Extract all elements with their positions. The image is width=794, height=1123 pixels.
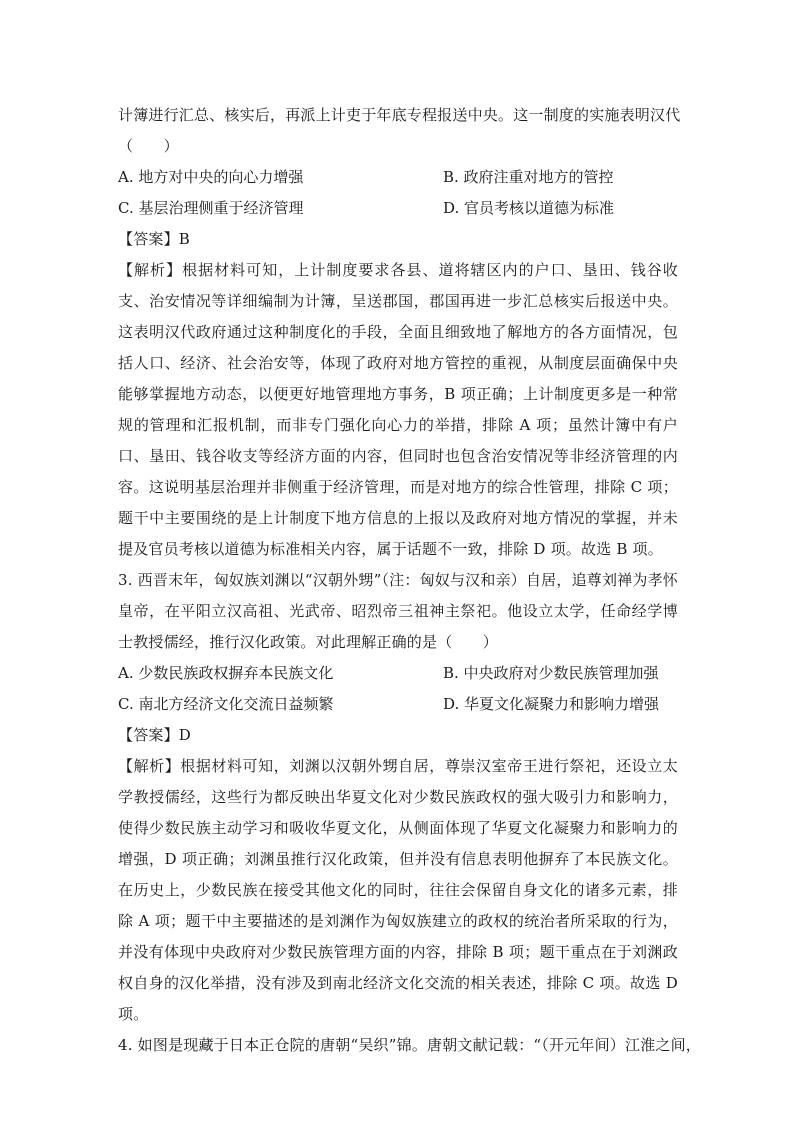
q3-stem: 3. 西晋末年，匈奴族刘渊以“汉朝外甥”（注：匈奴与汉和亲）自居，追尊刘禅为孝怀皇帝，在平阳立汉高祖、光武帝、昭烈帝三祖神主祭祀。他设立太学，任命经学博士教授儒经，推行汉化政策。对此理解正确的是（ ）: [118, 571, 678, 651]
q2-stem-tail: 计簿进行汇总、核实后，再派上计吏于年底专程报送中央。这一制度的实施表明汉代: [118, 106, 681, 124]
q2-option-d: D. 官员考核以道德为标准: [443, 199, 615, 217]
document-body: [118, 100, 701, 1061]
q2-options-row-1: [118, 162, 678, 193]
q4-stem-head: 4. 如图是现藏于日本正仓院的唐朝“吴织”锦。唐朝文献记载：“（开元年间）江淮之间，: [118, 1036, 701, 1054]
q3-option-a: A. 少数民族政权摒弃本民族文化: [118, 664, 334, 682]
q2-option-b: B. 政府注重对地方的管控: [443, 168, 614, 186]
q3-options-row-1: [118, 658, 678, 689]
q2-analysis: 【解析】根据材料可知，上计制度要求各县、道将辖区内的户口、垦田、钱谷收支、治安情况等详细编制为计簿，呈送郡国，郡国再进一步汇总核实后报送中央。这表明汉代政府通过这种制度化的手段，全面且细致地了解地方的各方面情况，包括人口、经济、社会治安等，体现了政府对地方管控的重视，从制度层面确保中央能够掌握地方动态，以便更好地管理地方事务，B 项正确；上计制度更多是一种常规的管理和汇报机制，而非专门强化向心力的举措，排除 A 项；虽然计簿中有户口、垦田、钱谷收支等经济方面的内容，但同时也包含治安情况等非经济管理的内容。这说明基层治理并非侧重于经济管理，而是对地方的综合性管理，排除 C 项；题干中主要围绕的是上计制度下地方信息的上报以及政府对地方情况的掌握，并未提及官员考核以道德为标准相关内容，属于话题不一致，排除 D 项。故选 B 项。: [118, 261, 678, 558]
q2-answer: 【答案】B: [118, 230, 191, 248]
q3-option-b: B. 中央政府对少数民族管理加强: [443, 664, 659, 682]
q3-options-row-2: [118, 689, 678, 720]
q3-analysis: 【解析】根据材料可知，刘渊以汉朝外甥自居，尊崇汉室帝王进行祭祀，还设立太学教授儒经，这些行为都反映出华夏文化对少数民族政权的强大吸引力和影响力，使得少数民族主动学习和吸收华夏文化，从侧面体现了华夏文化凝聚力和影响力的增强，D 项正确；刘渊虽推行汉化政策，但并没有信息表明他摒弃了本民族文化。在历史上，少数民族在接受其他文化的同时，往往会保留自身文化的诸多元素，排除 A 项；题干中主要描述的是刘渊作为匈奴族建立的政权的统治者所采取的行为，并没有体现中央政府对少数民族管理方面的内容，排除 B 项；题干重点在于刘渊政权自身的汉化举措，没有涉及到南北经济文化交流的相关表述，排除 C 项。故选 D 项。: [118, 757, 678, 1023]
q3-answer: 【答案】D: [118, 726, 192, 744]
q2-option-a: A. 地方对中央的向心力增强: [118, 168, 304, 186]
q3-option-d: D. 华夏文化凝聚力和影响力增强: [443, 695, 660, 713]
q2-answer-blank: （ ）: [118, 137, 179, 155]
q2-option-c: C. 基层治理侧重于经济管理: [118, 199, 304, 217]
q2-options-row-2: [118, 193, 678, 224]
q3-option-c: C. 南北方经济文化交流日益频繁: [118, 695, 334, 713]
